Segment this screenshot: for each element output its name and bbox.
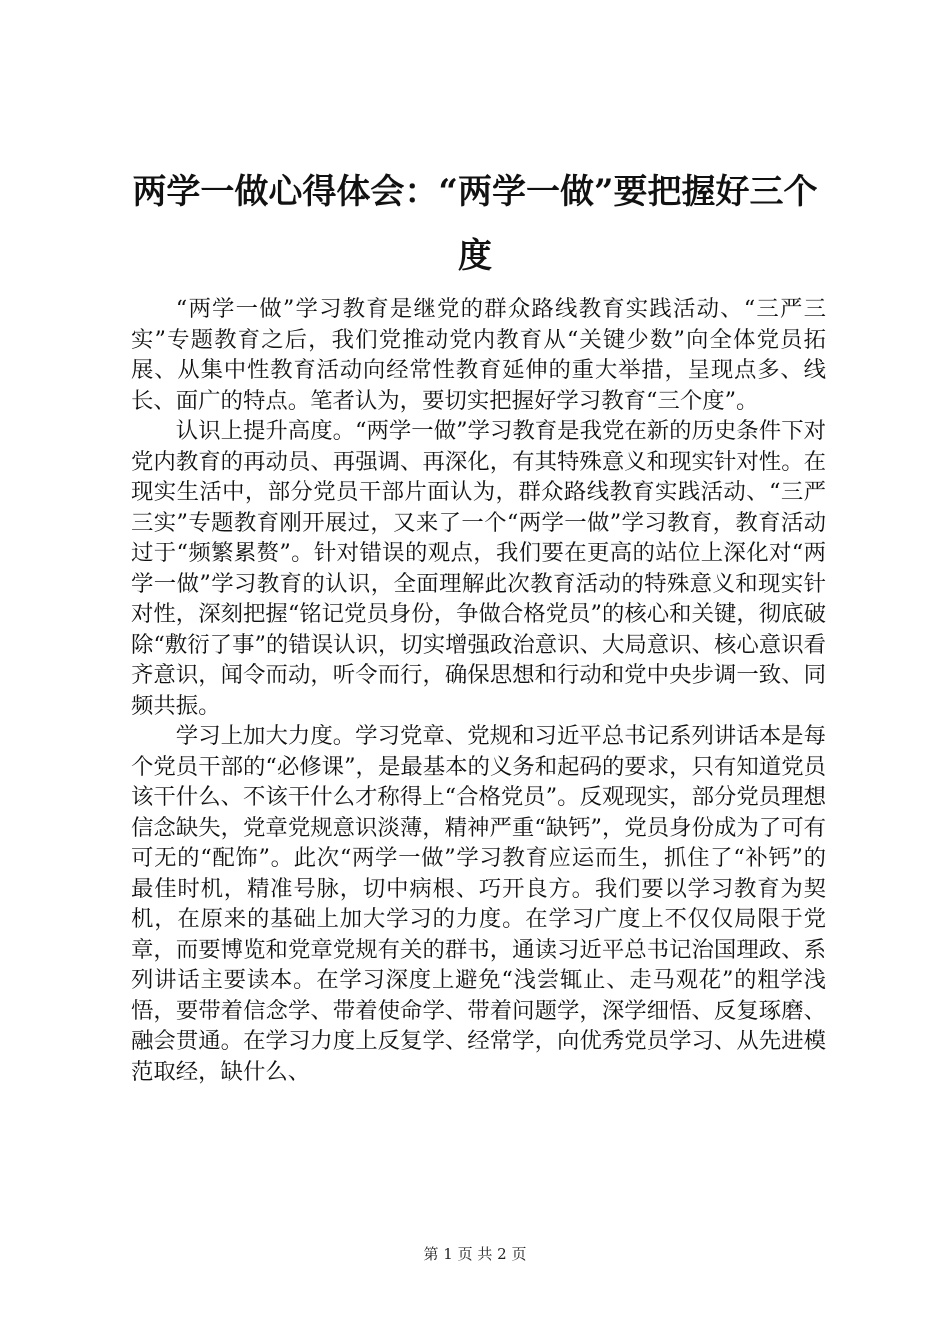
paragraph-awareness: 认识上提升高度。“两学一做”学习教育是我党在新的历史条件下对党内教育的再动员、再强调、再深化，有其特殊意义和现实针对性。在现实生活中，部分党员干部片面认为，群众路线教育实践活动、“三严三实”专题教育刚开展过，又来了一个“两学一做”学习教育，教育活动过于“频繁累赘”。针对错误的观点，我们要在更高的站位上深化对“两学一做”学习教育的认识，全面理解此次教育活动的特殊意义和现实针对性，深刻把握“铭记党员身份，争做合格党员”的核心和关键，彻底破除“敷衍了事”的错误认识，切实增强政治意识、大局意识、核心意识看齐意识，闻令而动，听令而行，确保思想和行动和党中央步调一致、同频共振。 — [131, 418, 826, 719]
paragraph-intro: “两学一做”学习教育是继党的群众路线教育实践活动、“三严三实”专题教育之后，我们党推动党内教育从“关键少数”向全体党员拓展、从集中性教育活动向经常性教育延伸的重大举措，呈现点多、线长、面广的特点。笔者认为，要切实把握好学习教育“三个度”。 — [131, 296, 826, 414]
page-number-label: 第 1 页 共 2 页 — [423, 1245, 527, 1263]
paragraph-study: 学习上加大力度。学习党章、党规和习近平总书记系列讲话本是每个党员干部的“必修课”，是最基本的义务和起码的要求，只有知道党员该干什么、不该干什么才称得上“合格党员”。反观现实，部分党员理想信念缺失，党章党规意识淡薄，精神严重“缺钙”，党员身份成为了可有可无的“配饰”。此次“两学一做”学习教育应运而生，抓住了“补钙”的最佳时机，精准号脉，切中病根、巧开良方。我们要以学习教育为契机，在原来的基础上加大学习的力度。在学习广度上不仅仅局限于党章，而要博览和党章党规有关的群书，通读习近平总书记治国理政、系列讲话主要读本。在学习深度上避免“浅尝辄止、走马观花”的粗学浅悟，要带着信念学、带着使命学、带着问题学，深学细悟、反复琢磨、融会贯通。在学习力度上反复学、经常学，向优秀党员学习、从先进模范取经，缺什么、 — [131, 723, 826, 1085]
document-title: 两学一做心得体会：“两学一做”要把握好三个度 — [132, 172, 818, 276]
document-body — [131, 294, 826, 1087]
page-footer — [0, 1244, 950, 1264]
